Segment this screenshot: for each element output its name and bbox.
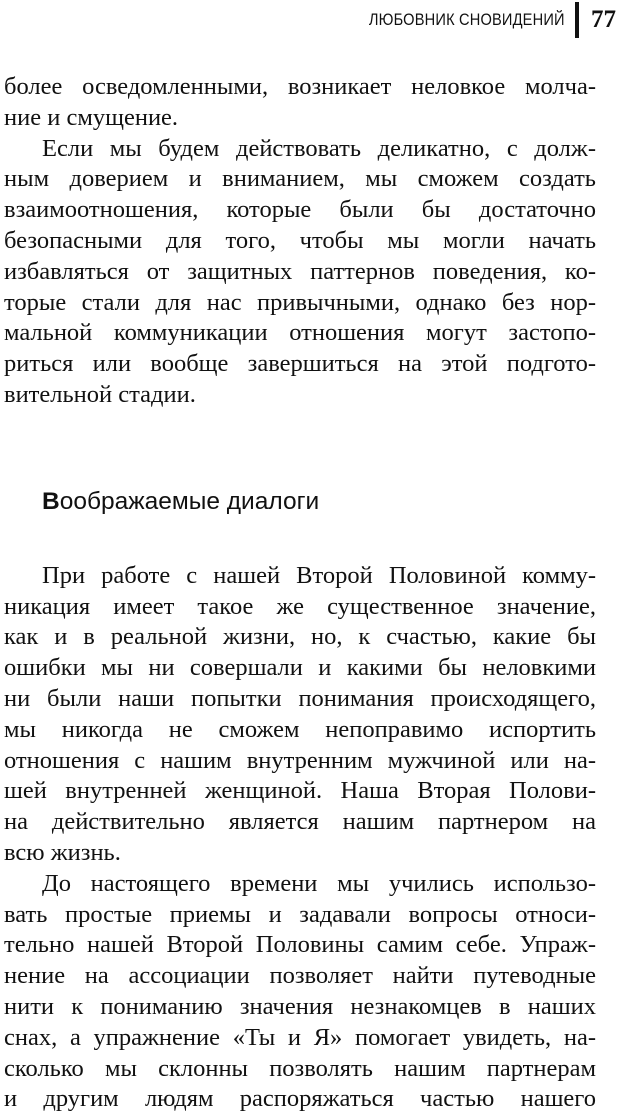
text-line: ным доверием и вниманием, мы сможем создать bbox=[4, 165, 596, 193]
text-line: сколько мы склонны позволять нашим партнерам bbox=[4, 1054, 596, 1082]
text-line: избавляться от защитных паттернов поведения, ко- bbox=[4, 257, 596, 285]
section-heading bbox=[4, 487, 596, 517]
running-header bbox=[337, 0, 620, 40]
text-line: мальной коммуникации отношения могут застопо- bbox=[4, 319, 596, 347]
text-line: всю жизнь. bbox=[4, 838, 121, 866]
page-body bbox=[4, 72, 596, 1115]
text-line: и другим людям распоряжаться частью нашего bbox=[4, 1085, 596, 1113]
text-line: нити к пониманию значения незнакомцев в наших bbox=[4, 992, 596, 1020]
text-line: снах, а упражнение «Ты и Я» помогает увидеть, на- bbox=[4, 1023, 596, 1051]
heading-initial: В bbox=[42, 487, 60, 515]
text-line: ние и смущение. bbox=[4, 103, 179, 131]
text-line: Если мы будем действовать деликатно, с долж- bbox=[42, 134, 596, 162]
text-line: мы никогда не сможем непоправимо испортить bbox=[4, 715, 596, 743]
text-line: отношения с нашим внутренним мужчиной или на- bbox=[4, 746, 596, 774]
text-line: тельно нашей Второй Половины самим себе. Упраж- bbox=[4, 931, 596, 959]
heading-text: оображаемые диалоги bbox=[59, 487, 320, 515]
text-line: нение на ассоциации позволяет найти путеводные bbox=[4, 962, 596, 990]
paragraph-3 bbox=[4, 561, 596, 869]
header-divider bbox=[575, 2, 579, 38]
text-line: торые стали для нас привычными, однако без нор- bbox=[4, 288, 596, 316]
text-line: риться или вообще завершиться на этой подгото- bbox=[4, 350, 596, 378]
paragraph-2 bbox=[4, 134, 596, 411]
text-line: ошибки мы ни совершали и какими бы неловкими bbox=[4, 654, 596, 682]
page-number: 77 bbox=[591, 6, 616, 33]
text-line: вительной стадии. bbox=[4, 380, 196, 408]
text-line: как и в реальной жизни, но, к счастью, какие бы bbox=[4, 623, 596, 651]
text-line: ни были наши попытки понимания происходящего, bbox=[4, 684, 596, 712]
text-line: До настоящего времени мы учились использо- bbox=[42, 869, 596, 897]
text-line: вать простые приемы и задавали вопросы относи- bbox=[4, 900, 596, 928]
paragraph-4 bbox=[4, 869, 596, 1115]
text-line: безопасными для того, чтобы мы могли начать bbox=[4, 226, 596, 254]
text-line: шей внутренней женщиной. Наша Вторая Полови- bbox=[4, 777, 596, 805]
text-line: более осведомленными, возникает неловкое молча- bbox=[4, 73, 596, 100]
text-line: на действительно является нашим партнером на bbox=[4, 808, 596, 836]
text-line: никация имеет такое же существенное значение, bbox=[4, 592, 596, 620]
paragraph-1 bbox=[4, 72, 596, 134]
text-line: взаимоотношения, которые были бы достаточно bbox=[4, 196, 596, 224]
running-title: ЛЮБОВНИК СНОВИДЕНИЙ bbox=[369, 10, 565, 29]
text-line: При работе с нашей Второй Половиной комму- bbox=[42, 561, 596, 589]
